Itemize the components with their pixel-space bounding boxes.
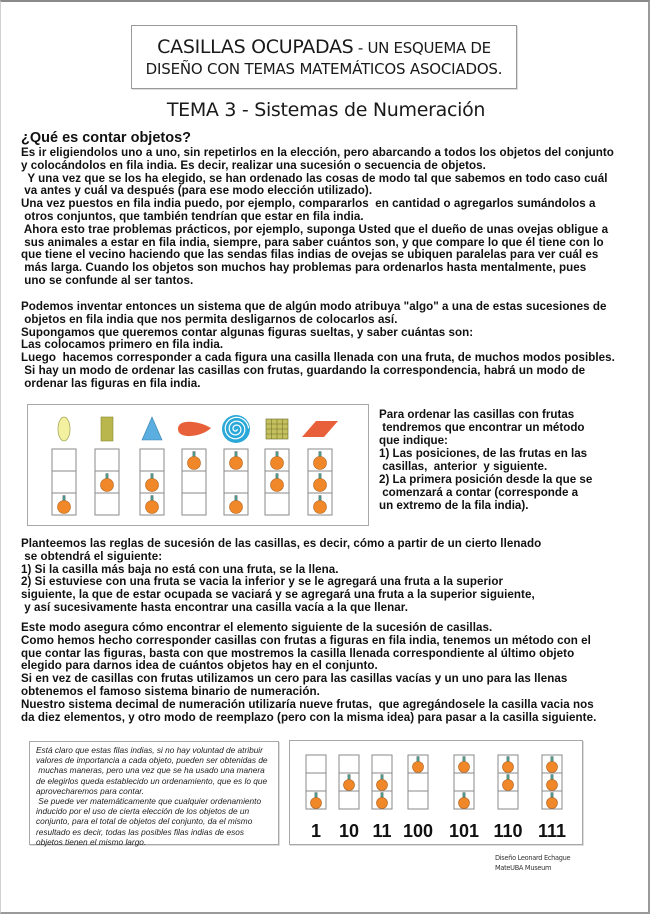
ordering-method-text: Para ordenar las casillas con frutas tendremos que encontrar un método que indique: 1) Las posiciones, de las frutas en las casillas, anterior y siguiente. 2) La primera posición desde la que se comenzará a contar (corresponde a un extremo de la fila india).	[379, 408, 593, 512]
fruit-body	[314, 479, 327, 492]
fruit-body	[459, 798, 470, 809]
triangle-shape	[142, 417, 162, 440]
credit-museum: MateUBA Museum	[495, 863, 552, 872]
fruit-body	[503, 762, 514, 773]
credit	[495, 854, 570, 873]
casilla-column	[306, 755, 326, 809]
fruit-body	[503, 780, 514, 791]
fruit-body	[377, 780, 388, 791]
casilla-empty	[182, 493, 206, 515]
casilla-empty	[224, 471, 248, 493]
binary-label: 11	[372, 821, 392, 841]
casilla-column	[95, 449, 119, 515]
casilla-column	[265, 449, 289, 515]
binary-label: 1	[310, 821, 322, 841]
title-line-1	[132, 36, 516, 59]
fruit-body	[547, 798, 558, 809]
binary-diagram	[289, 740, 583, 845]
casilla-column	[498, 755, 518, 809]
casilla-empty	[408, 773, 428, 791]
fruit-body	[311, 798, 322, 809]
fruit-body	[344, 780, 355, 791]
fruit-body	[459, 762, 470, 773]
binary-label: 110	[493, 821, 523, 841]
grid-shape	[266, 419, 288, 439]
casilla-column	[372, 755, 392, 809]
fruit-body	[58, 501, 71, 514]
leaf-shape	[178, 422, 211, 436]
casilla-empty	[339, 755, 359, 773]
casilla-empty	[454, 773, 474, 791]
paragraph-2: Podemos inventar entonces un sistema que de algún modo atribuya "algo" a una de estas sucesiones de objetos en fila india que nos permita desligarnos de colocarlos así. Supongamos que queremos contar algunas figuras sueltas, y saber cuántas son: Las colocamos primero en fila india. Luego hacemos corresponder a cada figura una casilla llenada con una fruta, de muchos modos posibles. Si hay un modo de ordenar las casillas con frutas, guardando la correspondencia, habrá un modo de ordenar las figuras en fila india.	[21, 300, 615, 390]
casilla-column	[454, 755, 474, 809]
note-box: Está claro que estas filas indias, si no hay voluntad de atribuir valores de importancia a cada objeto, pueden ser obtenidas de muchas maneras, pero una vez que se ha usado una manera de elegirlos queda establecido un ordenamiento, que es lo que aprovecharemos para contar. Se puede ver matemáticamente que cualquier ordenamiento inducido por el uso de cierta elección de los objetos de un conjunto, para el total de objetos del conjunto, da el mismo resultado es decir, todas las posibles filas indias de esos objetos tienen el mismo largo.	[29, 741, 279, 845]
fruit-body	[314, 457, 327, 470]
fruit-body	[146, 479, 159, 492]
rectangle-shape	[101, 417, 113, 441]
fruit-body	[271, 479, 284, 492]
title-box	[131, 25, 517, 89]
casilla-empty	[306, 755, 326, 773]
fruit-body	[271, 457, 284, 470]
fruit-body	[413, 762, 424, 773]
binary-label: 100	[402, 821, 434, 841]
casilla-empty	[52, 449, 76, 471]
casilla-empty	[498, 791, 518, 809]
casilla-empty	[52, 471, 76, 493]
casilla-empty	[306, 773, 326, 791]
fruit-body	[547, 762, 558, 773]
page-subtitle: TEMA 3 - Sistemas de Numeración	[166, 99, 486, 121]
binary-label: 101	[448, 821, 480, 841]
paragraph-3: Planteemos las reglas de sucesión de las casillas, es decir, cómo a partir de un cierto llenado se obtendrá el siguiente: 1) Si la casilla más baja no está con una fruta, se la llena. 2) Si estuviese con una fruta se vacia la inferior y se le agregará una fruta a la superior siguiente, la que de estar ocupada se vaciará y se agregará una fruta a la superior siguiente, y así sucesivamente hasta encontrar una casilla vacía a la que llenar.	[21, 537, 542, 614]
binary-label: 10	[338, 821, 360, 841]
casilla-column	[542, 755, 562, 809]
section-heading: ¿Qué es contar objetos?	[21, 130, 191, 146]
casilla-empty	[140, 449, 164, 471]
casilla-column	[408, 755, 428, 809]
casilla-column	[140, 449, 164, 515]
figures-svg	[28, 405, 370, 527]
casilla-empty	[408, 791, 428, 809]
title-line-2: DISEÑO CON TEMAS MATEMÁTICOS ASOCIADOS.	[145, 60, 503, 78]
casilla-column	[224, 449, 248, 515]
figures-diagram	[27, 404, 369, 526]
fruit-body	[377, 798, 388, 809]
credit-designer: Diseño Leonard Echague	[495, 854, 571, 862]
casilla-column	[308, 449, 332, 515]
spiral-shape	[222, 415, 250, 443]
casilla-empty	[95, 493, 119, 515]
binary-svg	[290, 741, 584, 846]
fruit-body	[101, 479, 114, 492]
fruit-body	[314, 501, 327, 514]
title-rest: - UN ESQUEMA DE	[353, 39, 491, 57]
fruit-body	[146, 501, 159, 514]
casilla-column	[339, 755, 359, 809]
fruit-body	[230, 501, 243, 514]
fruit-body	[188, 457, 201, 470]
title-main: CASILLAS OCUPADAS	[157, 36, 354, 58]
casilla-empty	[182, 471, 206, 493]
parallelogram-shape	[302, 421, 338, 437]
fruit-body	[547, 780, 558, 791]
paragraph-4: Este modo asegura cómo encontrar el elemento siguiente de la sucesión de casillas. Como hemos hecho corresponder casillas con frutas a figuras en fila india, tenemos un método con el que contar las figuras, basta con que mostremos la casilla llenada correspondiente al último objeto elegido para darnos idea de cuántos objetos hay en el conjunto. Si en vez de casillas con frutas utilizamos un cero para las casillas vacías y un uno para las llenas obtenemos el famoso sistema binario de numeración. Nuestro sistema decimal de numeración utilizaría nueve frutas, que agregándosele la casilla vacia nos da diez elementos, y otro modo de reemplazo (pero con la misma idea) para pasar a la casilla siguiente.	[21, 621, 597, 724]
oval-shape	[58, 417, 70, 441]
fruit-body	[230, 457, 243, 470]
binary-label: 111	[537, 821, 567, 841]
casilla-empty	[95, 449, 119, 471]
casilla-empty	[339, 791, 359, 809]
casilla-empty	[372, 755, 392, 773]
casilla-column	[52, 449, 76, 515]
paragraph-1: Es ir eligiendolos uno a uno, sin repetirlos en la elección, pero abarcando a todos los objetos del conjunto y colocándolos en fila india. Es decir, realizar una sucesión o secuencia de objetos. Y una vez que se los ha elegido, se han ordenado las cosas de modo tal que sabemos en todo caso cuál va antes y cuál va después (para ese modo elección utilizado). Una vez puestos en fila india puedo, por ejemplo, compararlos en cantidad o agregarlos sumándolos a otros conjuntos, que también tendrían que estar en fila india. Ahora esto trae problemas prácticos, por ejemplo, suponga Usted que el dueño de unas ovejas obligue a sus animales a estar en fila india, siempre, para saber cuántos son, y que compare lo que él tiene con lo que tiene el vecino haciendo que las sendas filas indias de ovejas se ubiquen paralelas para ver cuál es más larga. Cuando los objetos son muchos hay problemas para ordenarlos hasta mentalmente, pues uno se confunde al ser tantos.	[21, 146, 614, 287]
casilla-column	[182, 449, 206, 515]
casilla-empty	[265, 493, 289, 515]
